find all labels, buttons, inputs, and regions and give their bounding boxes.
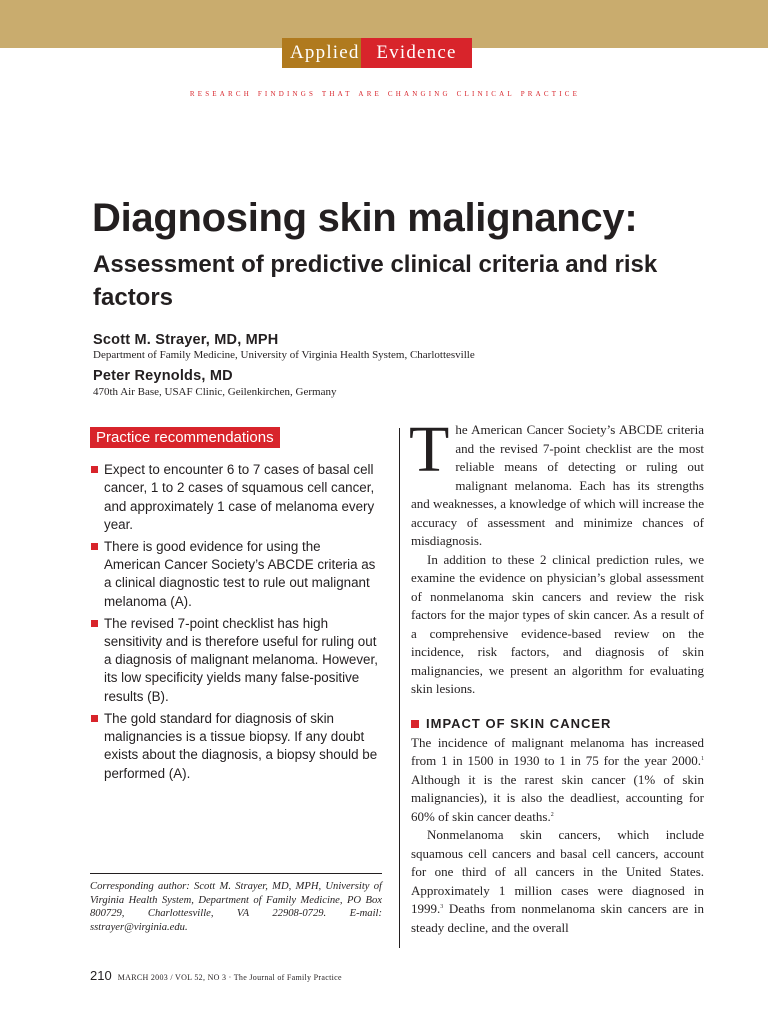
body-text: he American Cancer Society’s ABCDE criteria and the revised 7-point checklist are the most reliable means of detecting or ruling out malignant melanoma. Each has its strengths and weaknesses, a knowledge of which will increase the accuracy of assessment and minimize chances of misdiagnosis. [411,422,704,548]
body-paragraph [411,826,704,937]
author-affiliation: Department of Family Medicine, University of Virginia Health System, Charlottesville [93,349,475,361]
section-badge [282,38,472,68]
recommendation-item [90,461,380,534]
author-name: Scott M. Strayer, MD, MPH [93,332,279,348]
bullet-square-icon [91,620,98,627]
journal-issue-info: MARCH 2003 / VOL 52, NO 3 · The Journal of Family Practice [117,973,342,982]
practice-recommendations-heading: Practice recommendations [90,427,280,448]
practice-recommendations-list [90,461,380,786]
drop-cap: T [409,413,450,486]
bullet-square-icon [91,543,98,550]
article-subtitle: Assessment of predictive clinical criteria and risk factors [93,251,658,311]
recommendation-item [90,538,380,611]
bullet-square-icon [91,715,98,722]
body-paragraph [409,413,704,551]
body-paragraph: In addition to these 2 clinical prediction rules, we examine the evidence on physician’s global assessment of nonmelanoma skin cancers and review the risk factors for the major types of skin cancer. As a result of a comprehensive evidence-based review on the incidence, risk factors, and diagnosis of skin malignancies, we present an algorithm for evaluating skin lesions. [411,551,704,696]
badge-applied: Applied [282,38,361,68]
page-number: 210 [90,968,112,983]
corresponding-author-footnote: Corresponding author: Scott M. Strayer, MD, MPH, University of Virginia Health System, Department of Family Medicine, PO Box 800729, Charlottesville, VA 22908-0729. E-mail: sstrayer@virginia.edu. [90,881,382,934]
body-text: Nonmelanoma skin cancers, which include squamous cell cancers and basal cell cancers, account for one third of all cancers in the United States. Approximately 1 million cases were diagnosed in 1999. [411,827,704,916]
body-text: Deaths from nonmelanoma skin cancers are in steady decline, and the overall [411,901,704,935]
badge-evidence: Evidence [361,38,472,68]
section-heading-text: IMPACT OF SKIN CANCER [426,715,612,731]
section-heading [411,714,704,734]
footnote-rule [90,873,382,874]
column-divider [399,428,400,948]
author-affiliation: 470th Air Base, USAF Clinic, Geilenkirchen, Germany [93,386,337,398]
recommendation-item [90,710,380,783]
reference-marker: 2 [550,811,554,818]
body-text: The incidence of malignant melanoma has increased from 1 in 1500 in 1930 to 1 in 75 for the year 2000. [411,734,704,768]
page-footer [90,967,342,985]
recommendation-text: There is good evidence for using the American Cancer Society’s ABCDE criteria as a clinical diagnostic test to rule out malignant melanoma (A). [104,538,376,609]
bullet-square-icon [91,466,98,473]
body-paragraph [411,734,704,827]
body-text: Although it is the rarest skin cancer (1% of skin malignancies), it is also the deadliest, accounting for 60% of skin cancer deaths. [411,771,704,824]
recommendation-item [90,615,380,706]
author-name: Peter Reynolds, MD [93,368,233,384]
heading-square-icon [411,720,419,728]
recommendation-text: The revised 7-point checklist has high sensitivity and is therefore useful for ruling out a diagnosis of malignant melanoma. However, its low specificity yields many false-positive results (B). [104,615,378,704]
recommendation-text: Expect to encounter 6 to 7 cases of basal cell cancer, 1 to 2 cases of squamous cell cancer, and approximately 1 case of melanoma every year. [104,462,375,532]
reference-marker: 3 [440,904,444,910]
section-tagline: research findings that are changing clinical practice [189,88,581,99]
article-body [409,413,704,937]
recommendation-text: The gold standard for diagnosis of skin malignancies is a tissue biopsy. If any doubt exists about the diagnosis, a biopsy should be performed (A). [104,710,378,781]
reference-marker: 1 [701,756,704,762]
article-title: Diagnosing skin malignancy: [92,196,638,240]
